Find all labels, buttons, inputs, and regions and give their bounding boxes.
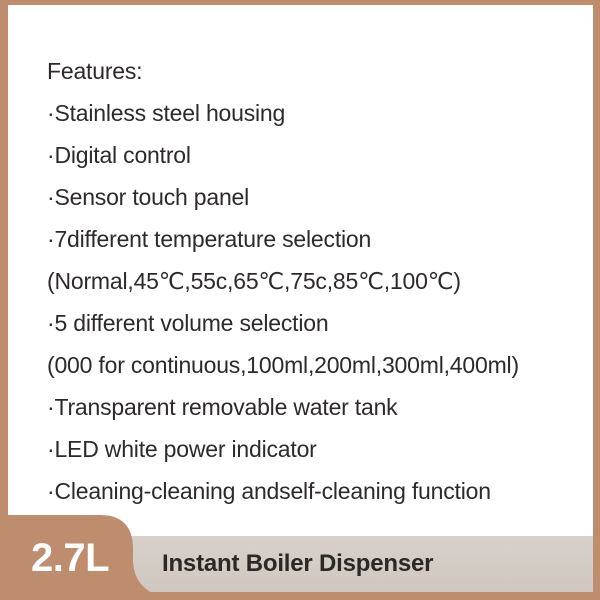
feature-item-detail: (000 for continuous,100ml,200ml,300ml,400ml) [47,352,519,378]
feature-item: ·Cleaning-cleaning andself-cleaning function [47,478,491,504]
feature-item: ·Sensor touch panel [47,184,250,210]
features-heading: Features: [47,58,143,84]
features-list [47,50,580,512]
banner-title: Instant Boiler Dispenser [162,550,434,577]
frame-border-right [593,0,600,600]
frame-border-left [0,0,8,600]
feature-item: ·7different temperature selection [47,226,372,252]
feature-item: ·5 different volume selection [47,310,329,336]
feature-item: ·Digital control [47,142,191,168]
frame-border-top [0,0,600,5]
feature-item: ·Stainless steel housing [47,100,286,126]
feature-item-detail: (Normal,45℃,55c,65℃,75c,85℃,100℃) [47,268,461,294]
feature-item: ·Transparent removable water tank [47,394,398,420]
feature-item: ·LED white power indicator [47,436,317,462]
capacity-badge: 2.7L [30,536,110,580]
